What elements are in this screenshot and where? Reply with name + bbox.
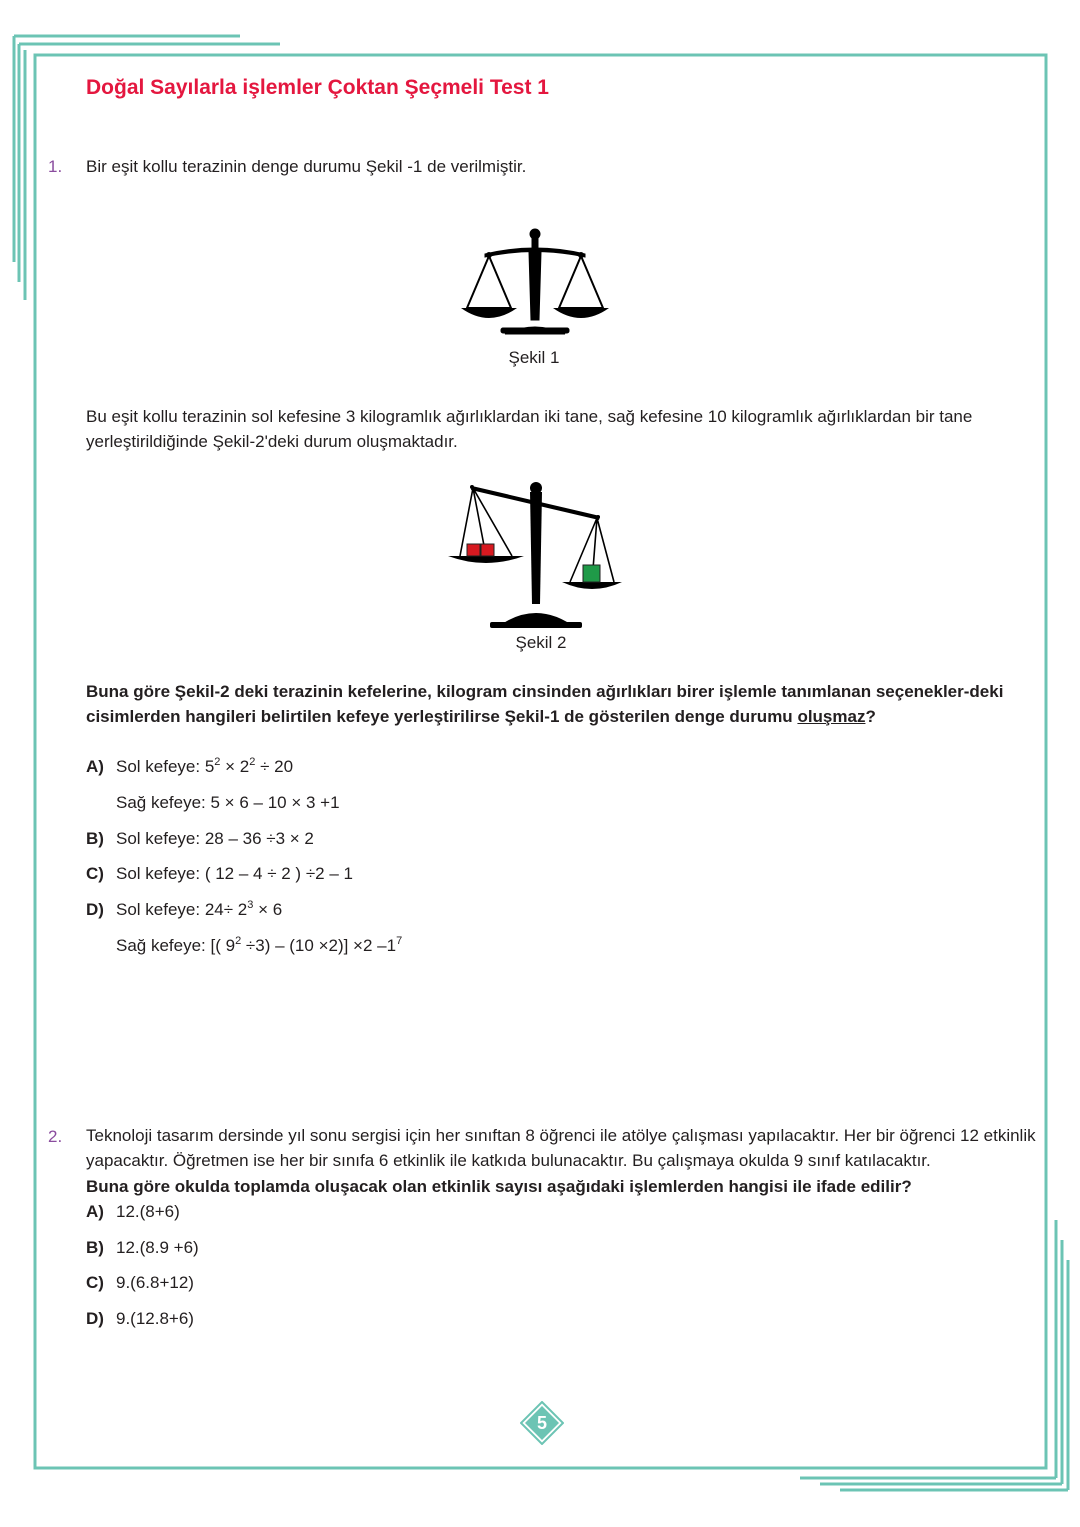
question-1-intro: Bir eşit kollu terazinin denge durumu Şekil -1 de verilmiştir. (86, 157, 527, 176)
option-a-end: ÷ 20 (255, 757, 294, 776)
red-weight-1 (467, 544, 480, 556)
page-number-badge (520, 1401, 564, 1445)
option-text: 12.(8.9 +6) (116, 1238, 199, 1257)
option-d-right-exponent: 2 (235, 935, 242, 947)
balanced-scale-figure (455, 224, 615, 340)
unbalanced-scale-figure (440, 478, 630, 634)
option-d-right-middle: ÷3) – (10 ×2)] ×2 –1 (241, 936, 397, 955)
option-d-left-end: × 6 (253, 900, 283, 919)
option-text: 9.(6.8+12) (116, 1273, 194, 1292)
page-title: Doğal Sayılarla işlemler Çoktan Şeçmeli Test 1 (86, 76, 549, 99)
question-2-text: Teknoloji tasarım dersinde yıl sonu sergisi için her sınıftan 8 öğrenci ile atölye çalışması yapılacaktır. Her bir öğrenci 12 etkinlik yapacaktır. Öğretmen ise her bir sınıfa 6 etkinlik ile katkıda bulunacaktır. Bu çalışmaya okulda 9 sınıf katılacaktır. (86, 1126, 1036, 1170)
question-1-option-d-right (116, 935, 402, 957)
option-d-exponent: 3 (247, 899, 254, 911)
question-1-number: 1. (48, 157, 63, 176)
option-a-left-label: Sol kefeye: (116, 757, 205, 776)
option-a-exponent: 2 (214, 756, 221, 768)
question-2-prompt: Buna göre okulda toplamda oluşacak olan etkinlik sayısı aşağıdaki işlemlerden hangisi ile ifade edilir? (86, 1177, 912, 1196)
question-1-option-d[interactable] (86, 899, 282, 921)
question-1-middle-text: Bu eşit kollu terazinin sol kefesine 3 kilogramlık ağırlıklardan iki tane, sağ kefesine 10 kilogramlık ağırlıklardan bir tane yerleştirildiğinde Şekil-2'deki durum oluşmaktadır. (86, 407, 973, 451)
option-d-right-exponent-2: 7 (396, 935, 403, 947)
green-weight (583, 565, 600, 582)
question-2-option-a[interactable] (86, 1201, 180, 1223)
option-letter: A) (86, 1202, 104, 1221)
option-a-base: 5 (204, 757, 215, 776)
question-2-option-d[interactable] (86, 1308, 194, 1330)
option-a-exponent-2: 2 (249, 756, 256, 768)
question-1-option-a-right: Sağ kefeye: 5 × 6 – 10 × 3 +1 (116, 793, 340, 812)
figure-2-caption: Şekil 2 (515, 633, 567, 652)
option-d-left-start: Sol kefeye: 24÷ 2 (116, 900, 248, 919)
option-d-right-start: Sağ kefeye: [( 9 (116, 936, 236, 955)
option-text: 12.(8+6) (116, 1202, 180, 1221)
figure-1-caption: Şekil 1 (508, 348, 560, 367)
option-letter: A) (86, 757, 104, 776)
option-letter: C) (86, 1273, 104, 1292)
option-letter: B) (86, 829, 104, 848)
question-1-option-a[interactable] (86, 756, 293, 778)
page-number: 5 (536, 1413, 547, 1433)
question-1-question-mark: ? (865, 707, 876, 726)
question-1-option-c[interactable] (86, 863, 353, 885)
option-letter: D) (86, 1309, 104, 1328)
question-1-option-b[interactable] (86, 828, 314, 850)
option-letter: B) (86, 1238, 104, 1257)
question-2-option-b[interactable] (86, 1237, 199, 1259)
question-2-option-c[interactable] (86, 1272, 194, 1294)
option-text: 9.(12.8+6) (116, 1309, 194, 1328)
option-letter: D) (86, 900, 104, 919)
option-a-middle: × 2 (220, 757, 250, 776)
option-c-text: Sol kefeye: ( 12 – 4 ÷ 2 ) ÷2 – 1 (116, 864, 353, 883)
option-b-text: Sol kefeye: 28 – 36 ÷3 × 2 (116, 829, 314, 848)
question-1-prompt (86, 679, 1041, 729)
question-1-emphasis: oluşmaz (797, 707, 866, 726)
question-1-prompt-text: Buna göre Şekil-2 deki terazinin kefelerine, kilogram cinsinden ağırlıkları birer işlemle tanımlanan seçenekler-deki cisimlerden hangileri belirtilen kefeye yerleştirilirse Şekil-1 de gösterilen denge durumu (86, 682, 1004, 726)
red-weight-2 (481, 544, 494, 556)
option-letter: C) (86, 864, 104, 883)
question-2-number: 2. (48, 1127, 63, 1146)
